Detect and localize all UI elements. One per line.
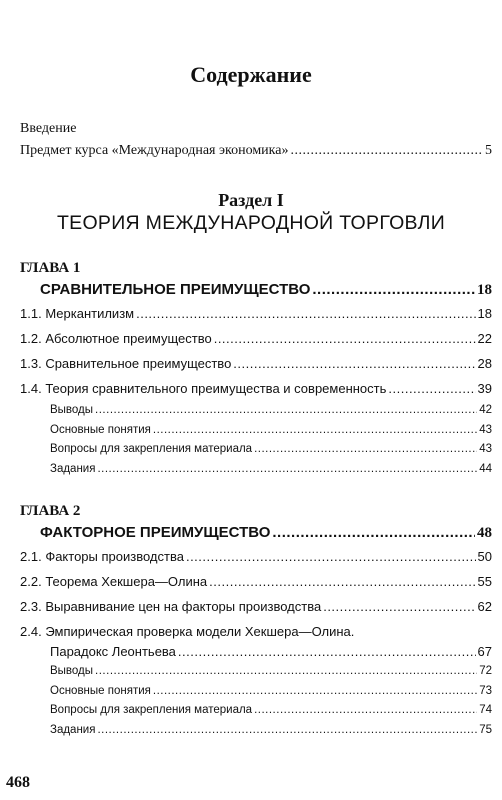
item-number: 2.2.: [20, 574, 42, 589]
subitem-page: 43: [479, 423, 492, 436]
chapter-page: 48: [477, 525, 492, 541]
item-number: 1.4.: [20, 381, 42, 396]
item-number: 1.2.: [20, 331, 42, 346]
leader-dots: [136, 301, 475, 326]
leader-dots: [312, 279, 475, 301]
toc-entry-text: Предмет курса «Международная экономика»: [20, 143, 289, 158]
item-number: 2.1.: [20, 549, 42, 564]
section-title: ТЕОРИЯ МЕЖДУНАРОДНОЙ ТОРГОВЛИ: [56, 212, 446, 234]
subitem-page: 75: [479, 723, 492, 736]
subitem-page: 43: [479, 443, 492, 455]
subitem-text: Основные понятия: [50, 423, 151, 436]
item-number: 2.4.: [20, 624, 42, 639]
toc-item: [20, 301, 492, 326]
leader-dots: [214, 326, 476, 351]
item-text: Теория сравнительного преимущества и современность: [45, 381, 387, 396]
toc-entry-page: 5: [485, 143, 492, 158]
subitem-text: Выводы: [50, 404, 94, 416]
toc-subitem: [20, 682, 492, 702]
leader-dots: [254, 701, 477, 721]
toc-subitem: [20, 721, 492, 741]
leader-dots: [186, 544, 476, 569]
subitem-page: 72: [479, 665, 492, 677]
leader-dots: [97, 460, 477, 480]
toc-subitem: [20, 440, 492, 460]
item-text: Теорема Хекшера—Олина: [45, 574, 208, 589]
leader-dots: [153, 682, 477, 702]
item-number: 1.3.: [20, 356, 42, 371]
leader-dots: [290, 140, 483, 162]
chapter-title-row: [20, 522, 492, 544]
item-text: Сравнительное преимущество: [45, 356, 232, 371]
leader-dots: [233, 351, 475, 376]
page-number: 468: [6, 774, 30, 791]
subitem-text: Вопросы для закрепления материала: [50, 443, 253, 455]
chapter-label: ГЛАВА 2: [20, 503, 81, 519]
item-page: 67: [477, 644, 492, 659]
chapter-label: ГЛАВА 1: [20, 260, 81, 276]
toc-subitem: [20, 401, 492, 421]
leader-dots: [97, 721, 477, 741]
toc-item-two-line: [20, 619, 492, 662]
chapter-page: 18: [477, 282, 492, 298]
leader-dots: [388, 376, 475, 401]
item-text: Выравнивание цен на факторы производства: [45, 599, 322, 614]
item-text: Факторы производства: [45, 549, 184, 564]
intro-block: [20, 118, 492, 162]
toc-item: [20, 544, 492, 569]
subitem-text: Задания: [50, 723, 96, 736]
page-title: Содержание: [190, 62, 312, 87]
item-number: 2.3.: [20, 599, 42, 614]
item-page: 39: [477, 381, 492, 396]
chapter-title-row: [20, 279, 492, 301]
toc-subitem: [20, 701, 492, 721]
leader-dots: [178, 641, 476, 662]
leader-dots: [209, 569, 475, 594]
toc-item: [20, 569, 492, 594]
item-text-line1: Эмпирическая проверка модели Хекшера—Олина.: [45, 624, 355, 639]
leader-dots: [254, 440, 477, 460]
item-page: 28: [477, 356, 492, 371]
chapter-1: [20, 257, 492, 479]
leader-dots: [95, 662, 477, 682]
toc-item: [20, 351, 492, 376]
leader-dots: [95, 401, 477, 421]
item-text-line2: Парадокс Леонтьева: [50, 644, 176, 659]
item-number: 1.1.: [20, 306, 42, 321]
item-page: 50: [477, 549, 492, 564]
subitem-text: Задания: [50, 462, 96, 475]
leader-dots: [323, 594, 475, 619]
item-text: Абсолютное преимущество: [45, 331, 212, 346]
chapter-2: [20, 500, 492, 740]
subitem-page: 42: [479, 404, 492, 416]
chapter-title: СРАВНИТЕЛЬНОЕ ПРЕИМУЩЕСТВО: [40, 281, 311, 298]
intro-heading: Введение: [20, 121, 77, 136]
subitem-text: Основные понятия: [50, 684, 151, 697]
subitem-page: 44: [479, 462, 492, 475]
toc-subitem: [20, 662, 492, 682]
subitem-page: 74: [479, 704, 492, 716]
subitem-text: Выводы: [50, 665, 94, 677]
toc-item: [20, 326, 492, 351]
item-text: Меркантилизм: [45, 306, 135, 321]
item-page: 55: [477, 574, 492, 589]
toc-item: [20, 594, 492, 619]
item-page: 62: [477, 599, 492, 614]
leader-dots: [153, 421, 477, 441]
subitem-text: Вопросы для закрепления материала: [50, 704, 253, 716]
subitem-page: 73: [479, 684, 492, 697]
leader-dots: [272, 522, 475, 544]
toc-subitem: [20, 421, 492, 441]
toc-item: [20, 376, 492, 401]
toc-entry-intro: [20, 140, 492, 162]
section-label: Раздел I: [218, 190, 284, 210]
item-page: 18: [477, 306, 492, 321]
toc-subitem: [20, 460, 492, 480]
item-page: 22: [477, 331, 492, 346]
chapter-title: ФАКТОРНОЕ ПРЕИМУЩЕСТВО: [40, 524, 271, 541]
